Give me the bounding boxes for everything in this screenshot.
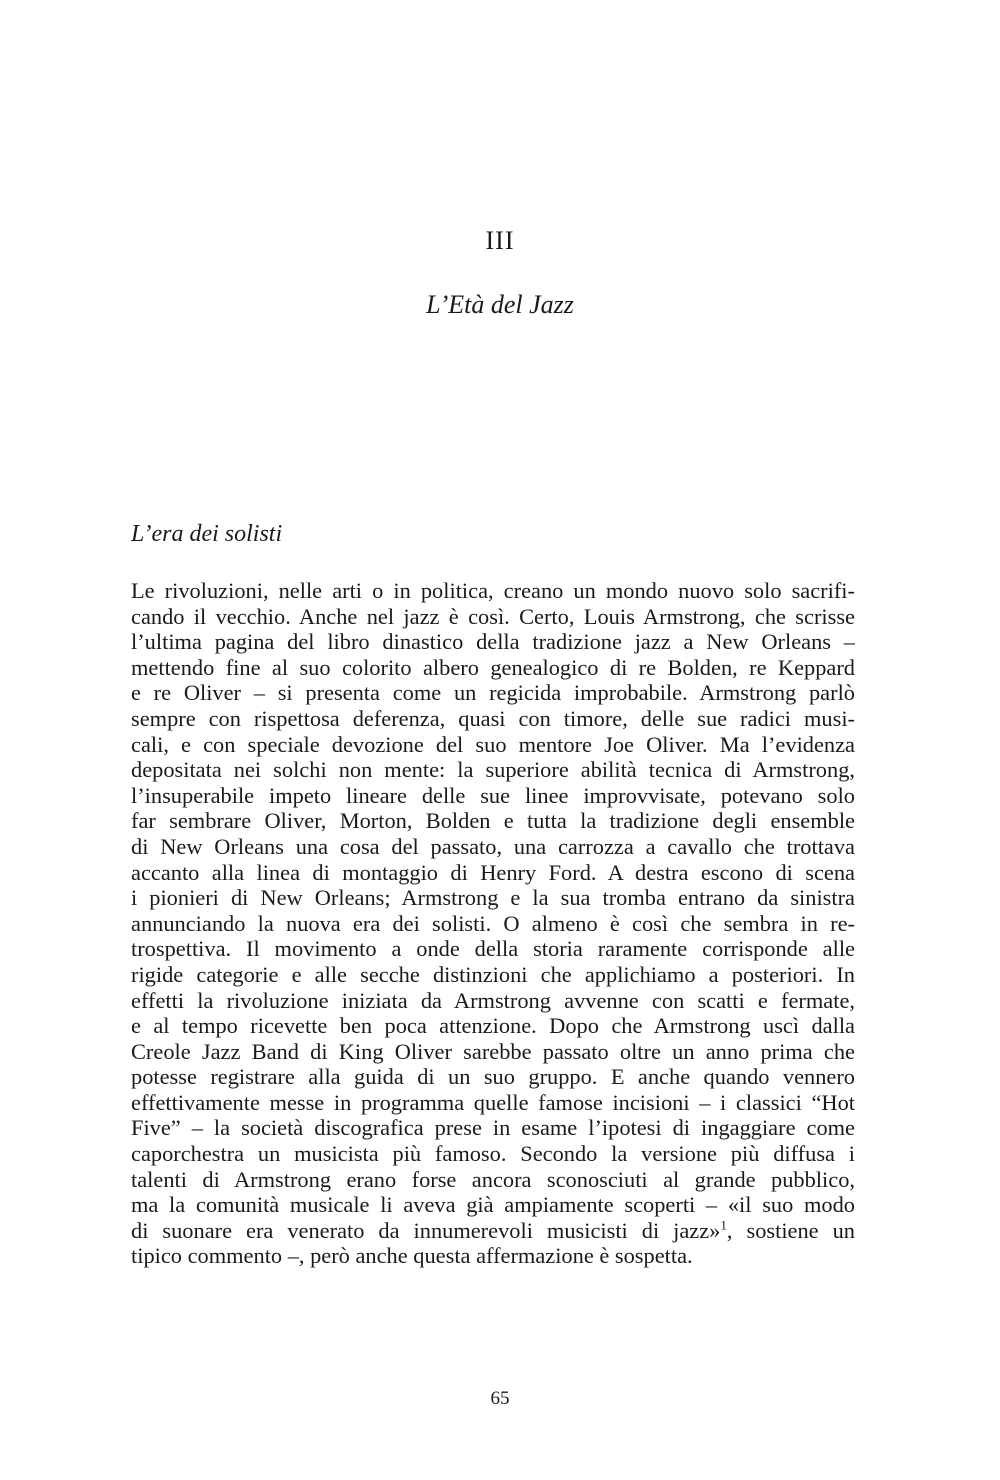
body-line: effettivamente messe in programma quelle famose incisioni – i classici “Hot xyxy=(131,1089,855,1115)
body-line-last: tipico commento –, però anche questa affermazione è sospetta. xyxy=(131,1243,693,1269)
body-line: caporchestra un musicista più famoso. Secondo la versione più diffusa i xyxy=(131,1141,855,1167)
body-line: effetti la rivoluzione iniziata da Armstrong avvenne con scatti e fermate, xyxy=(131,987,855,1013)
body-line: rigide categorie e alle secche distinzioni che applichiamo a posteriori. In xyxy=(131,961,855,987)
footnote-marker[interactable]: 1 xyxy=(720,1217,727,1233)
body-line: ma la comunità musicale li aveva già ampiamente scoperti – «il suo modo xyxy=(131,1192,855,1218)
body-line: di New Orleans una cosa del passato, una carrozza a cavallo che trottava xyxy=(131,833,855,859)
body-line: annunciando la nuova era dei solisti. O almeno è così che sembra in re- xyxy=(131,910,855,936)
body-text-segment: , sostiene un xyxy=(726,1217,855,1243)
body-line: sempre con rispettosa deferenza, quasi con timore, delle sue radici musi- xyxy=(131,705,855,731)
page-number: 65 xyxy=(490,1388,510,1409)
body-line: cando il vecchio. Anche nel jazz è così. Certo, Louis Armstrong, che scrisse xyxy=(131,603,855,629)
body-line: cali, e con speciale devozione del suo mentore Joe Oliver. Ma l’evidenza xyxy=(131,731,855,757)
body-line: depositata nei solchi non mente: la superiore abilità tecnica di Armstrong, xyxy=(131,757,855,783)
body-line: l’ultima pagina del libro dinastico della tradizione jazz a New Orleans – xyxy=(131,629,855,655)
body-line: Le rivoluzioni, nelle arti o in politica, creano un mondo nuovo solo sacrifi- xyxy=(131,578,855,603)
body-line: i pionieri di New Orleans; Armstrong e la sua tromba entrano da sinistra xyxy=(131,885,855,911)
body-line: far sembrare Oliver, Morton, Bolden e tutta la tradizione degli ensemble xyxy=(131,808,855,834)
body-line: e re Oliver – si presenta come un regicida improbabile. Armstrong parlò xyxy=(131,680,855,706)
body-line: accanto alla linea di montaggio di Henry Ford. A destra escono di scena xyxy=(131,859,855,885)
chapter-number: III xyxy=(485,226,515,255)
body-line: Creole Jazz Band di King Oliver sarebbe passato oltre un anno prima che xyxy=(131,1038,855,1064)
body-line: talenti di Armstrong erano forse ancora sconosciuti al grande pubblico, xyxy=(131,1166,855,1192)
body-line: l’insuperabile impeto lineare delle sue linee improvvisate, potevano solo xyxy=(131,782,855,808)
body-line: trospettiva. Il movimento a onde della storia raramente corrisponde alle xyxy=(131,936,855,962)
body-paragraph xyxy=(131,578,855,1269)
body-line: Five” – la società discografica prese in esame l’ipotesi di ingaggiare come xyxy=(131,1115,855,1141)
body-text-segment: di suonare era venerato da innumerevoli musicisti di jazz» xyxy=(131,1217,721,1243)
body-line: potesse registrare alla guida di un suo gruppo. E anche quando vennero xyxy=(131,1064,855,1090)
section-heading: L’era dei solisti xyxy=(131,521,283,547)
chapter-title: L’Età del Jazz xyxy=(426,290,574,319)
body-line-with-footnote xyxy=(131,1218,855,1244)
body-line: e al tempo ricevette ben poca attenzione. Dopo che Armstrong uscì dalla xyxy=(131,1013,855,1039)
body-line: mettendo fine al suo colorito albero genealogico di re Bolden, re Keppard xyxy=(131,654,855,680)
